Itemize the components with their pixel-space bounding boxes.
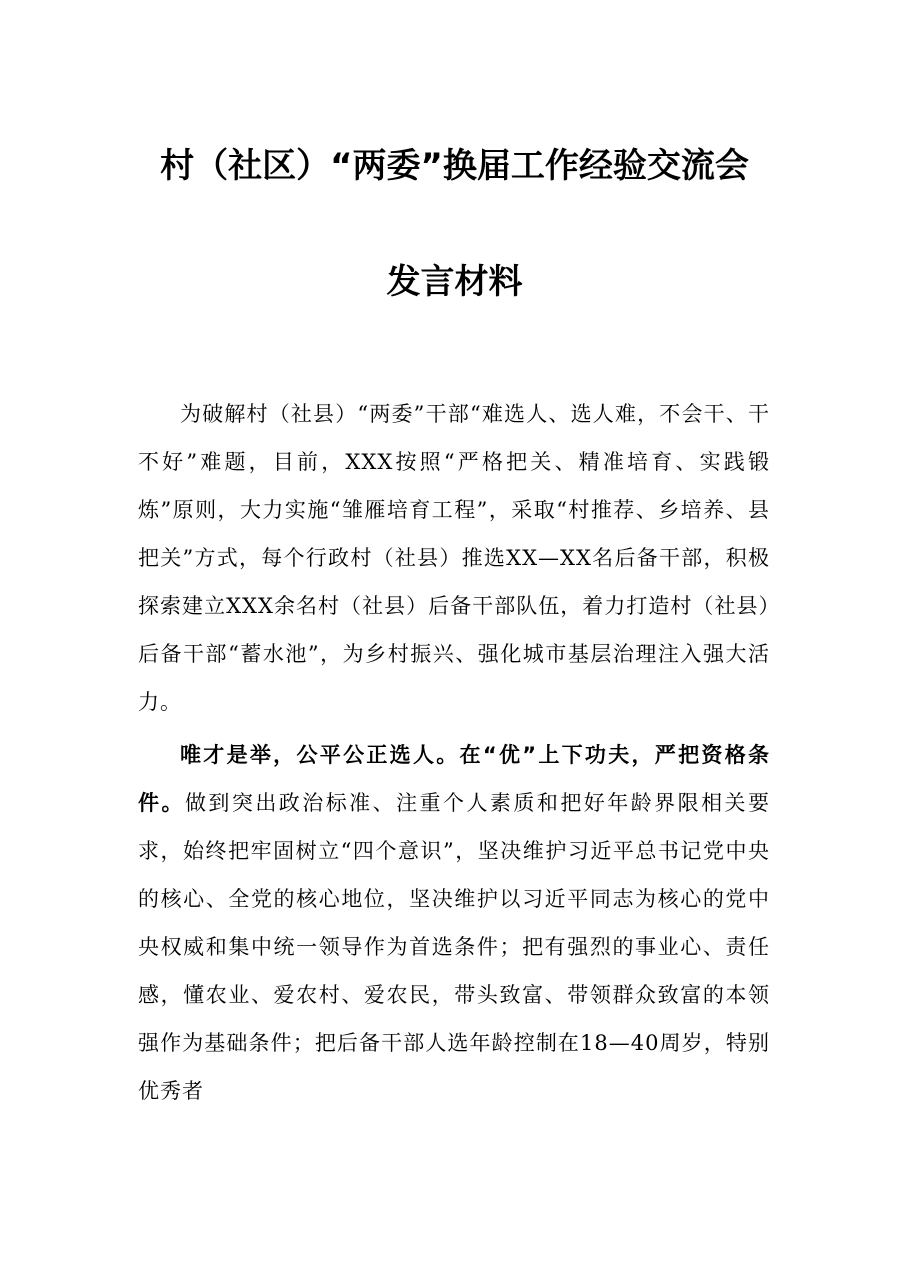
document-body xyxy=(138,390,770,1110)
paragraph-text: 为破解村（社县）“两委”干部“难选人、选人难，不会干、干不好”难题，目前，XXX按照“严格把关、精准培育、实践锻炼”原则，大力实施“雏雁培育工程”，采取“村推荐、乡培养、县把关”方式，每个行政村（社县）推选XX—XX名后备干部，积极探索建立XXX余名村（社县）后备干部队伍，着力打造村（社县）后备干部“蓄水池”，为乡村振兴、强化城市基层治理注入强大活力。 xyxy=(138,402,770,714)
document-title: 村（社区）“两委”换届工作经验交流会 xyxy=(160,146,749,186)
paragraph-lead-heading: 唯才是举，公平公正选人。在“优”上下功夫，严把资格条件。 xyxy=(138,743,770,815)
paragraph-section-1 xyxy=(138,731,770,1115)
paragraph-text: 做到突出政治标准、注重个人素质和把好年龄界限相关要求，始终把牢固树立“四个意识”，坚决维护习近平总书记党中央的核心、全党的核心地位，坚决维护以习近平同志为核心的党中央权威和集中统一领导作为首选条件；把有强烈的事业心、责任感，懂农业、爱农村、爱农民，带头致富、带领群众致富的本领强作为基础条件；把后备干部人选年龄控制在18—40周岁，特别优秀者 xyxy=(138,791,771,1103)
document-subtitle: 发言材料 xyxy=(386,262,523,302)
paragraph-intro xyxy=(138,390,770,726)
